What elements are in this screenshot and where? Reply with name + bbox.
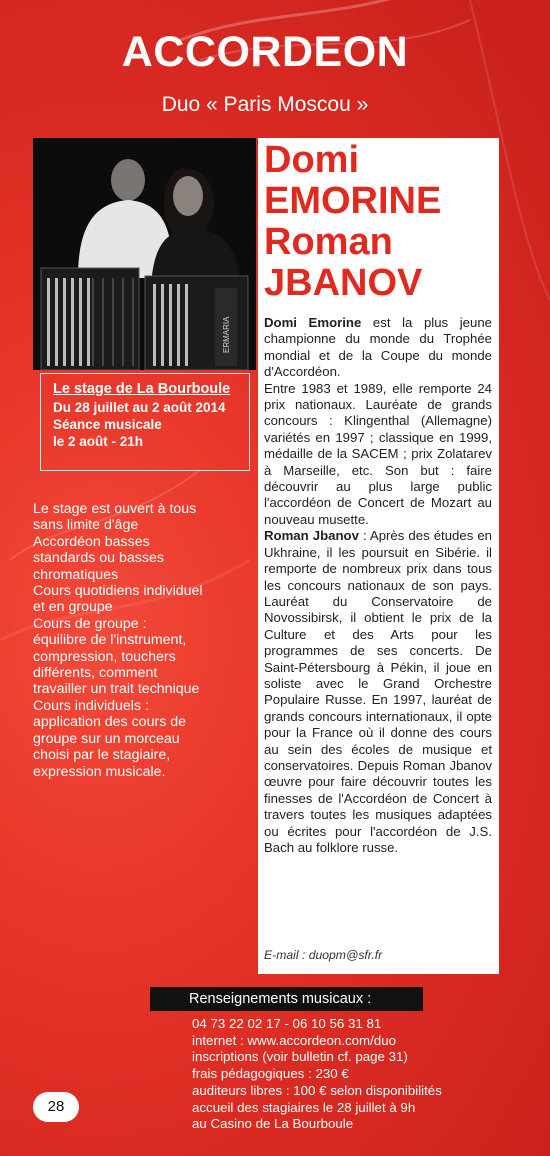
bio-text-span: est la plus jeune championne du monde du Trophée mondial et de la Coupe du monde d'Accordéon. (264, 315, 492, 380)
duo-photo (33, 138, 256, 370)
description-line: Cours de groupe : (33, 615, 147, 632)
contact-website[interactable]: internet : www.accordeon.com/duo (192, 1032, 396, 1048)
contact-info (192, 1016, 442, 1133)
bio-text (264, 315, 492, 856)
email-contact[interactable]: E-mail : duopm@sfr.fr (264, 948, 383, 962)
description-line: sans limite d'âge (33, 517, 139, 534)
bio-name: Domi Emorine (264, 315, 362, 330)
description-line: groupe sur un morceau (33, 730, 180, 747)
renseignements-label: Renseignements musicaux : (150, 987, 423, 1011)
stage-details (53, 399, 226, 450)
description-line: équilibre de l'instrument, (33, 632, 187, 649)
description-line: Cours individuels : (33, 697, 149, 714)
stage-description (33, 501, 268, 780)
description-line: chromatiques (33, 566, 119, 583)
stage-line: Du 28 juillet au 2 août 2014 (53, 400, 226, 415)
contact-line: auditeurs libres : 100 € selon disponibilités (192, 1082, 442, 1098)
description-line: expression musicale. (33, 763, 166, 780)
description-line: et en groupe (33, 599, 113, 616)
name-line: Domi (264, 139, 359, 181)
stage-title: Le stage de La Bourboule (53, 381, 231, 397)
contact-line: accueil des stagiaires le 28 juillet à 9h (192, 1099, 416, 1115)
description-line: Accordéon basses (33, 533, 150, 550)
description-line: différents, comment (33, 665, 158, 682)
contact-line: inscriptions (voir bulletin cf. page 31) (192, 1049, 408, 1065)
bio-text-span: : Après des études en Ukhraine, il les poursuit en Sibérie. il remporte de nombreux prix dans tous les concours nationaux de son pays. Lauréat du Conservatoire de Novossibirsk, il obtient le prix de la Culture et des Arts pour les programmes de ses concerts. De Saint-Pétersbourg à Pékin, il joue en soliste avec le Grand Orchestre Populaire Russe. En 1997, lauréat de grands concours internationaux, il opte pour la France où il donne des cours au sein des écoles de musique et conservatoires. Depuis Roman Jbanov œuvre pour faire découvrir toutes les finesses de l'Accordéon de Concert à travers toutes les musiques adaptées ou écrites pour l'accordéon de J.S. Bach au folklore russe. (264, 528, 492, 855)
bio-paragraph: Entre 1983 et 1989, elle remporte 24 prix nationaux. Lauréate de grands concours : Klingenthal (Allemagne) variétés en 1997 ; classique en 1999, médaille de la SACEM ; prix Zolatarev à Marseille, etc. Son but : faire découvrir au plus large public l'accordéon de Concert de Mozart au nouveau musette. (264, 380, 492, 527)
name-line: JBANOV (264, 262, 423, 304)
bio-paragraph (264, 315, 492, 381)
page-title: ACCORDEON (121, 28, 409, 76)
name-line: EMORINE (264, 180, 442, 222)
page-number: 28 (33, 1092, 79, 1122)
description-line: choisi par le stagiaire, (33, 747, 171, 764)
bio-name: Roman Jbanov (264, 528, 359, 544)
artist-names (264, 140, 494, 304)
bio-paragraph (264, 528, 492, 856)
contact-phone: 04 73 22 02 17 - 06 10 56 31 81 (192, 1016, 382, 1031)
description-line: compression, touchers (33, 648, 176, 665)
description-line: Le stage est ouvert à tous (33, 501, 197, 517)
accordion-brand-label: ERMARIA (222, 316, 231, 353)
description-line: travailler un trait technique (33, 681, 200, 698)
subtitle: Duo « Paris Moscou » (161, 93, 369, 116)
contact-line: au Casino de La Bourboule (192, 1116, 354, 1132)
stage-line: Séance musicale (53, 417, 162, 432)
description-line: Cours quotidiens individuel (33, 583, 203, 600)
description-line: application des cours de (33, 714, 187, 731)
description-line: standards ou basses (33, 550, 164, 567)
contact-line: frais pédagogiques : 230 € (192, 1066, 349, 1082)
stage-line: le 2 août - 21h (53, 434, 144, 449)
name-line: Roman (264, 221, 393, 263)
